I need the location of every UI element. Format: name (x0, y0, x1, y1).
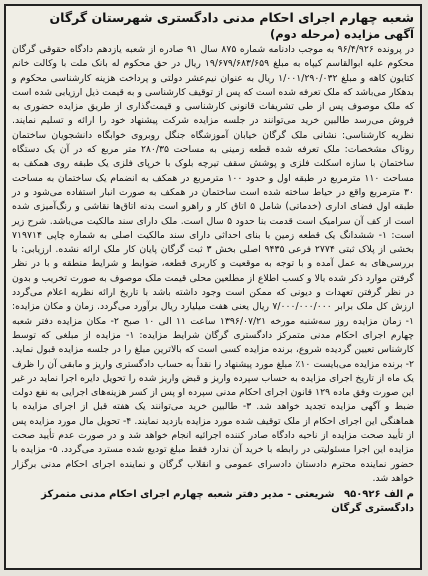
legal-notice (4, 4, 422, 570)
notice-paragraph: در پرونده ۹۶/۴/۹۲۶ به موجب دادنامه شماره ۸۷۵ سال ۹۱ صادره از شعبه یازدهم دادگاه حقوقی گرگان محکوم علیه ابوالقاسم کیپاه به مبلغ ۱۹/۶۷۹/۶۸۳/۶۵۹ ریال در حق محکوم له بانک ملت با وکالت خانم کتایون کاهه و مبلغ ۱/۰۰۱/۲۹۰/۰۳۲ ریال به عنوان نیم‌عشر دولتی و پرداخت هزینه کارشناسی محکوم و بدهکار می‌باشد که ملک تعرفه شده است که پس از توقیف کارشناسی و به قیمت ذیل ارزیابی شده است که ملک موصوف پس از طی تشریفات قانونی کارشناسی و قیمت‌گذاری از طریق مزایده حضوری به فروش می‌رسد طالبین خرید می‌توانند در جلسه مزایده شرکت پیشنهاد خود را ارائه و تسلیم نمایند. نظریه کارشناسی: نشانی ملک گرگان خیابان آموزشگاه جنگل روبروی خوابگاه دانشجویان ساختمان روناک مشخصات: ملک تعرفه شده قطعه زمینی به مساحت ۲۸۰/۳۵ متر مربع که در آن یک دستگاه ساختمان با سازه اسکلت فلزی و پوشش سقف تیرچه بلوک با خرپای فلزی یک طبقه روی همکف به مساحت ۱۱۰ مترمربع در طبقه اول و حدود ۱۰۰ مترمربع در همکف به انضمام یک ساختمان به مساحت ۳۰ مترمربع واقع در حیاط ساخته شده است ساختمان در همکف به صورت انبار استفاده می‌شود و در طبقه اول فضای اداری (خدماتی) شامل ۵ اتاق کار و راهرو است بدنه اتاق‌ها نقاشی و رنگ‌آمیزی شده است از کف آن سرامیک است قدمت بنا حدود ۵ سال است. ملک دارای سند مالکیت می‌باشد. شرح زیر است: ۱- ششدانگ یک قطعه زمین با بنای احداثی دارای سند مالکیت اصلی به شماره چاپی ۷۱۹۷۱۴ بخشی از پلاک ثبتی ۲۷۷۴ فرعی ۹۴۳۵ اصلی بخش ۳ ثبت گرگان پایان کار ملک ارائه نشده. ارزیابی: با بررسی‌های به عمل آمده و با توجه به موقعیت و کاربری قطعه، ضوابط و شرایط منطقه و با در نظر گرفتن موارد ذکر شده بالا و کسب اطلاع از مطلعین محلی قیمت ملک موصوف به صورت تخریب و بدون در نظر گرفتن تعهدات و دیونی که ممکن است وجود داشته باشد با تاریخ ارائه نظریه اعلام می‌گردد ارزش کل ملک برابر ۷/۰۰۰/۰۰۰/۰۰۰ ریال یعنی هفت میلیارد ریال برآورد می‌گردد. زمان و مکان مزایده: ۱- زمان مزایده روز سه‌شنبه مورخه ۱۳۹۶/۰۷/۲۱ ساعت ۱۱ الی ۱۰ صبح ۲- مکان مزایده دفتر شعبه چهارم اجرای احکام مدنی متمرکز دادگستری گرگان شرایط مزایده: ۱- مزایده از مبلغی که توسط کارشناس تعیین گردیده شروع، برنده مزایده کسی است که بالاترین مبلغ را در جلسه مزایده قبول نماید. ۲- برنده مزایده می‌بایست ۱۰٪ مبلغ مورد پیشنهاد را نقداً به حساب دادگستری واریز و مابقی آن را ظرف یک ماه از تاریخ اجرای مزایده به حساب سپرده واریز و قبض واریز شده را تحویل دایره اجرا نماید در غیر این صورت وفق ماده ۱۲۹ قانون اجرای احکام مدنی سپرده او پس از کسر هزینه‌های اجرایی به نفع دولت ضبط و آگهی مزایده تجدید خواهد شد. ۳- طالبین خرید می‌توانند یک هفته قبل از اجرای مزایده با هماهنگی این اجرای احکام از ملک توقیف شده مورد مزایده بازدید نمایند. ۴- تحویل مال مورد مزایده پس از تأیید صحت مزایده از ناحیه دادگاه صادر کننده اجرائیه انجام خواهد شد و در صورت عدم تأیید صحت مزایده این اجرا مسئولیتی در رابطه با خرید آن ندارد فقط مبلغ تودیع شده مسترد می‌گردد. ۵- مزایده با حضور نماینده محترم دادستان دادسرای عمومی و انقلاب گرگان و نماینده اجرای احکام مدنی برگزار خواهد شد. (12, 44, 415, 484)
notice-body (12, 43, 414, 486)
notice-reference-code: م الف ۹۵۰۹۲۶ (343, 489, 414, 501)
notice-subtitle: آگهی مزایده (مرحله دوم) (269, 27, 414, 41)
notice-footer (12, 488, 414, 516)
notice-title: شعبه چهارم اجرای احکام مدنی دادگستری شهرستان گرگان (49, 10, 414, 25)
notice-signature: شریعتی - مدیر دفتر شعبه چهارم اجرای احکام مدنی متمرکز دادگستری گرگان (41, 489, 414, 515)
